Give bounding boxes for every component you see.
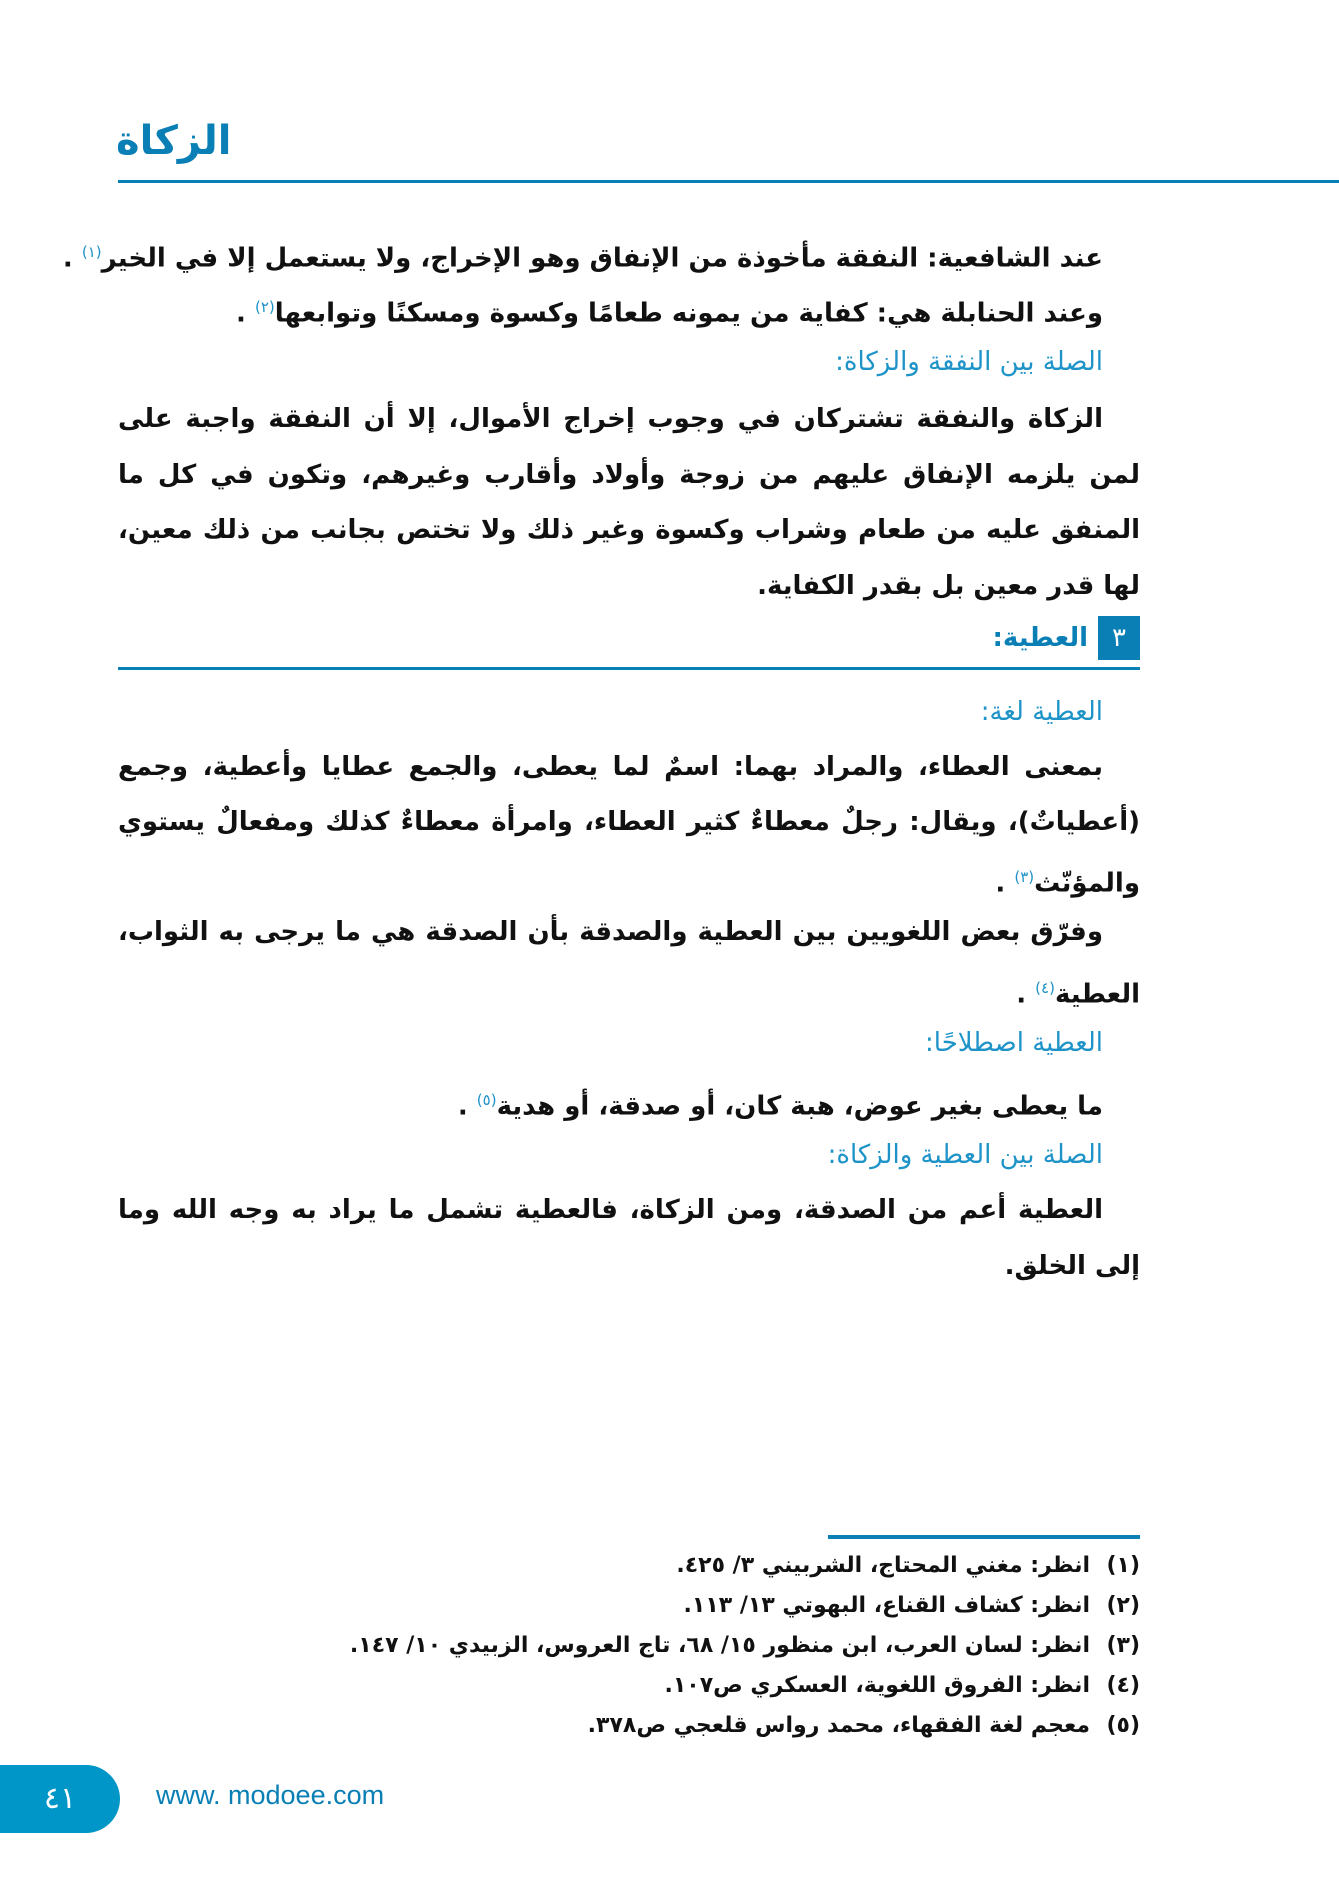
paragraph-line: لها قدر معين بل بقدر الكفاية.: [757, 571, 1140, 601]
footnote: [588, 1708, 1140, 1744]
subheading: الصلة بين العطية والزكاة:: [827, 1140, 1103, 1170]
footnote-text: انظر: كشاف القناع، البهوتي ١٣/ ١١٣.: [683, 1593, 1090, 1618]
footnote: [665, 1668, 1140, 1704]
footnote-text: معجم لغة الفقهاء، محمد رواس قلعجي ص٣٧٨.: [587, 1713, 1090, 1738]
period: .: [236, 298, 246, 329]
footnote-number: (٢): [1106, 1593, 1140, 1618]
text: وعند الحنابلة هي: كفاية من يمونه طعامًا وكسوة ومسكنًا وتوابعها: [274, 298, 1103, 329]
footnote-rule: [828, 1535, 1140, 1539]
section-title: العطية:: [992, 623, 1088, 653]
paragraph-line: الزكاة والنفقة تشتركان في وجوب إخراج الأموال، إلا أن النفقة واجبة على: [118, 404, 1103, 434]
paragraph-line: [1016, 966, 1140, 1010]
text: ما يعطى بغير عوض، هبة كان، أو صدقة، أو هدية: [496, 1091, 1103, 1122]
paragraph-line: (أعطياتٌ)، ويقال: رجلٌ معطاءٌ كثير العطاء، وامرأة معطاءٌ كذلك ومفعالٌ يستوي: [118, 807, 1140, 837]
period: .: [457, 1091, 468, 1122]
subheading: الصلة بين النفقة والزكاة:: [835, 347, 1103, 377]
chapter-title: الزكاة: [116, 118, 232, 164]
footnote: [684, 1588, 1140, 1624]
footnote-ref[interactable]: (٥): [476, 1091, 497, 1109]
paragraph-line: [236, 285, 1103, 329]
footnote: [350, 1628, 1140, 1664]
text: العطية: [1054, 979, 1140, 1010]
paragraph-line: العطية أعم من الصدقة، ومن الزكاة، فالعطية تشمل ما يراد به وجه الله وما: [118, 1195, 1103, 1225]
section-number: ٣: [1098, 616, 1140, 660]
subheading: العطية اصطلاحًا:: [925, 1028, 1103, 1058]
period: .: [1016, 979, 1027, 1010]
period: .: [995, 868, 1006, 899]
paragraph-line: لمن يلزمه الإنفاق عليهم من زوجة وأولاد وأقارب وغيرهم، وتكون في كل ما: [118, 460, 1140, 490]
footnote-number: (١): [1106, 1553, 1140, 1578]
paragraph-line: [458, 1078, 1103, 1122]
website-link[interactable]: www. modoee.com: [156, 1780, 385, 1810]
footnote-text: انظر: مغني المحتاج، الشربيني ٣/ ٤٢٥.: [676, 1553, 1090, 1578]
header-rule: [118, 180, 1339, 183]
period: .: [62, 243, 73, 274]
paragraph-line: إلى الخلق.: [1004, 1251, 1140, 1281]
paragraph-line: وفرّق بعض اللغويين بين العطية والصدقة بأن الصدقة هي ما يرجى به الثواب،: [118, 917, 1103, 947]
subheading: العطية لغة:: [980, 697, 1103, 727]
footnote-ref[interactable]: (٤): [1035, 979, 1055, 997]
footnote-ref[interactable]: (٣): [1014, 868, 1035, 886]
paragraph-line: المنفق عليه من طعام وشراب وكسوة وغير ذلك ولا تختص بجانب من ذلك معين،: [118, 515, 1140, 545]
page-number: ٤١: [0, 1765, 120, 1833]
footnote-text: انظر: لسان العرب، ابن منظور ١٥/ ٦٨، تاج العروس، الزبيدي ١٠/ ١٤٧.: [349, 1633, 1090, 1658]
footnote-text: انظر: الفروق اللغوية، العسكري ص١٠٧.: [664, 1673, 1090, 1698]
footnote-number: (٣): [1106, 1633, 1140, 1658]
paragraph-line: [995, 855, 1140, 899]
footnote-ref[interactable]: (٢): [255, 298, 275, 316]
footnote-number: (٥): [1106, 1713, 1140, 1738]
text: والمؤنّث: [1034, 868, 1140, 899]
section-rule: [118, 667, 1140, 670]
section-heading: [993, 616, 1140, 660]
text: عند الشافعية: النفقة مأخوذة من الإنفاق وهو الإخراج، ولا يستعمل إلا في الخير: [101, 243, 1103, 274]
footnote-ref[interactable]: (١): [81, 243, 102, 261]
footnote-number: (٤): [1106, 1673, 1140, 1698]
paragraph-line: بمعنى العطاء، والمراد بهما: اسمٌ لما يعطى، والجمع عطايا وأعطية، وجمع: [118, 752, 1103, 782]
paragraph-line: [63, 230, 1103, 274]
footnote: [676, 1548, 1140, 1584]
